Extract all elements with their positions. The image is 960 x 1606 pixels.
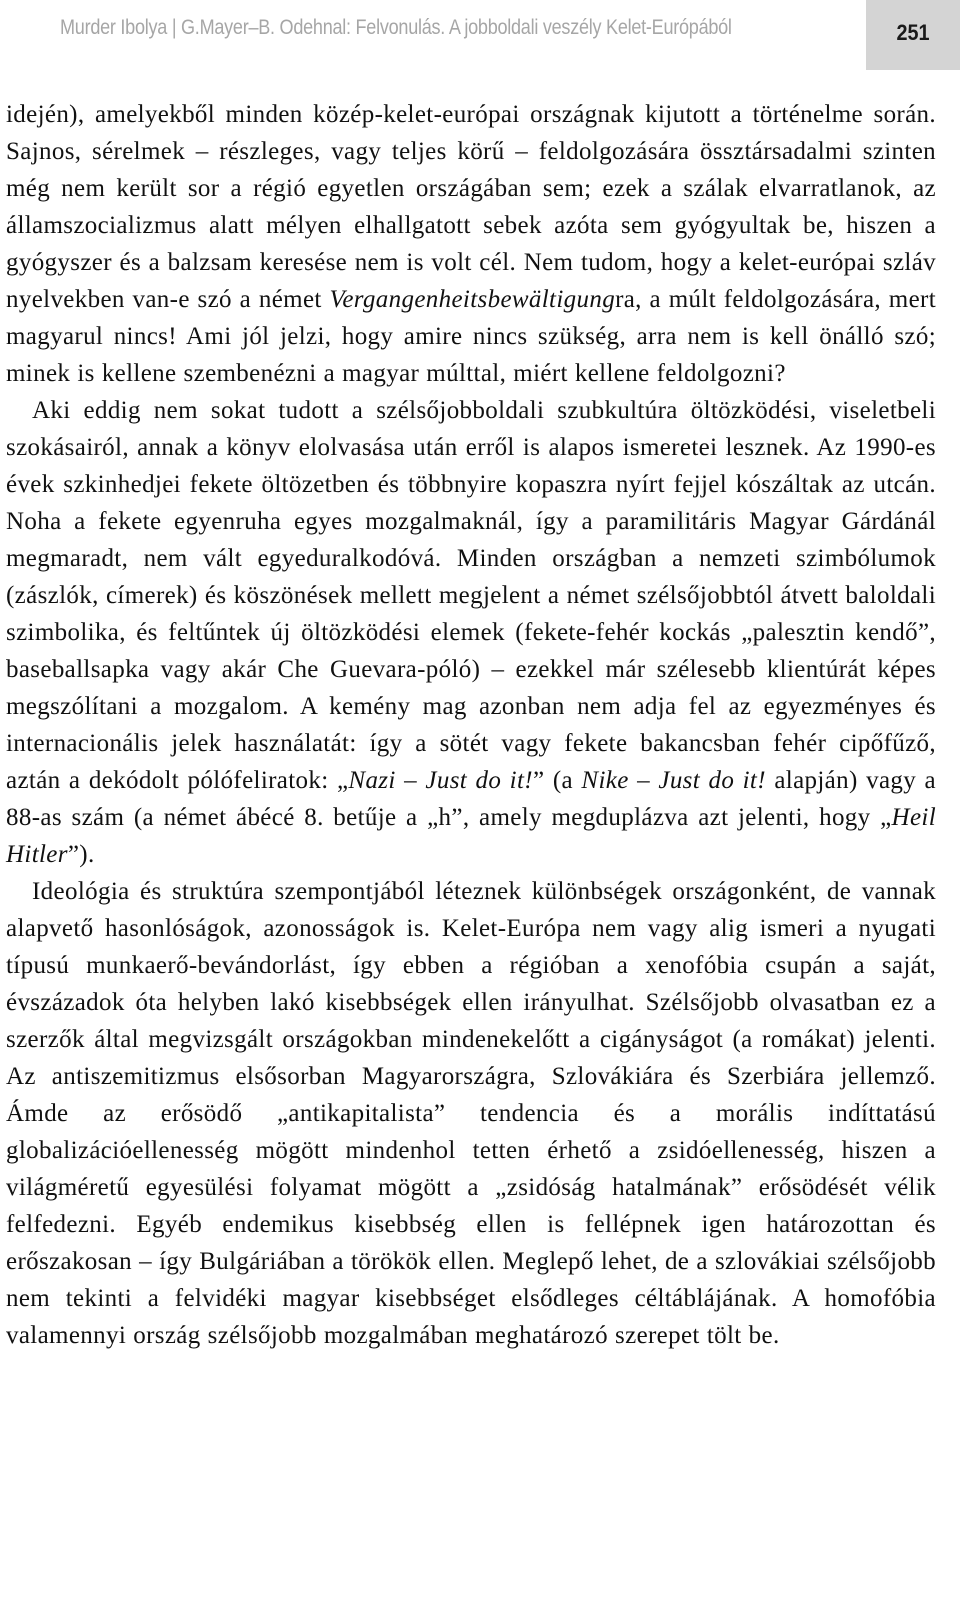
page-header [0,0,960,76]
paragraph [6,96,936,392]
italic-text: Vergangenheitsbewältigung [329,286,616,313]
body-text [6,96,936,1354]
paragraph [6,392,936,873]
italic-text: Heil Hitler [6,804,936,868]
text-run: ”). [67,841,95,868]
text-run: Aki eddig nem sokat tudott a szélsőjobboldali szubkultúra öltözködési, viseletbeli szokásairól, annak a könyv elolvasása után erről is alapos ismeretei lesznek. Az 1990-es évek szkinhedjei fekete öltözetben és többnyire kopaszra nyírt fejjel kószáltak az utcán. Noha a fekete egyenruha egyes mozgalmaknál, így a paramilitáris Magyar Gárdánál megmaradt, nem vált egyeduralkodóvá. Minden országban a nemzeti szimbólumok (zászlók, címerek) és köszönések mellett megjelent a német szélsőjobbtól átvett baloldali szimbolika, és feltűntek új öltözködési elemek (fekete-fehér kockás „palesztin kendő”, baseballsapka vagy akár Che Guevara-póló) – ezekkel már szélesebb klientúrát képes megszólítani a mozgalom. A kemény mag azonban nem adja fel az egyezményes és internacionális jelek használatát: így a sötét vagy fekete bakancsban fehér cipőfűző, aztán a dekódolt pólófeliratok: „ [6,397,936,794]
text-run: alapján) vagy a 88-as szám (a német ábécé 8. betűje a „h”, amely megduplázva azt jelenti, hogy „ [6,767,936,831]
text-run: ra, a múlt feldolgozására, mert magyarul nincs! Ami jól jelzi, hogy amire nincs szükség, arra nem is kell önálló szó; minek is kellene szembenézni a magyar múlttal, miért kellene feldolgozni? [6,286,936,387]
text-run: Ideológia és struktúra szempontjából léteznek különbségek országonként, de vannak alapvető hasonlóságok, azonosságok is. Kelet-Európa nem vagy alig ismeri a nyugati típusú munkaerő-bevándorlást, így ebben a régióban a xenofóbia csupán a saját, évszázadok óta helyben lakó kisebbségek ellen irányulhat. Szélsőjobb olvasatban ez a szerzők által megvizsgált országokban mindenekelőtt a cigányságot (a romákat) jelenti. Az antiszemitizmus elsősorban Magyarországra, Szlovákiára és Szerbiára jellemző. Ámde az erősödő „antikapitalista” tendencia és a morális indíttatású globalizációellenesség mögött mindenhol tetten érhető a zsidóellenesség, hiszen a világméretű egyesülési folyamat mögött a „zsidóság hatalmának” erősödését vélik felfedezni. Egyéb endemikus kisebbség ellen is fellépnek igen határozottan és erőszakosan – így Bulgáriában a törökök ellen. Meglepő lehet, de a szlovákiai szélsőjobb nem tekinti a felvidéki magyar kisebbséget elsődleges céltáblájának. A homofóbia valamennyi ország szélsőjobb mozgalmában meghatározó szerepet tölt be. [6,878,936,1349]
text-run: idején), amelyekből minden közép-kelet-európai országnak kijutott a történelme során. Sajnos, sérelmek – részleges, vagy teljes körű – feldolgozására össztársadalmi szinten még nem került sor a régió egyetlen országában sem; ezek a szálak elvarratlanok, az államszocializmus alatt mélyen elhallgatott sebek azóta sem gyógyultak be, hiszen a gyógyszer és a balzsam keresése nem is volt cél. Nem tudom, hogy a kelet-európai szláv nyelvekben van-e szó a német [6,101,936,313]
running-head: Murder Ibolya | G.Mayer–B. Odehnal: Felvonulás. A jobboldali veszély Kelet-Európából [60,16,732,39]
italic-text: Nike – Just do it! [581,767,766,794]
page-number-box [866,0,960,70]
page-number: 251 [896,20,930,45]
text-run: ” (a [532,767,582,794]
paragraph [6,873,936,1354]
italic-text: Nazi – Just do it! [348,767,533,794]
